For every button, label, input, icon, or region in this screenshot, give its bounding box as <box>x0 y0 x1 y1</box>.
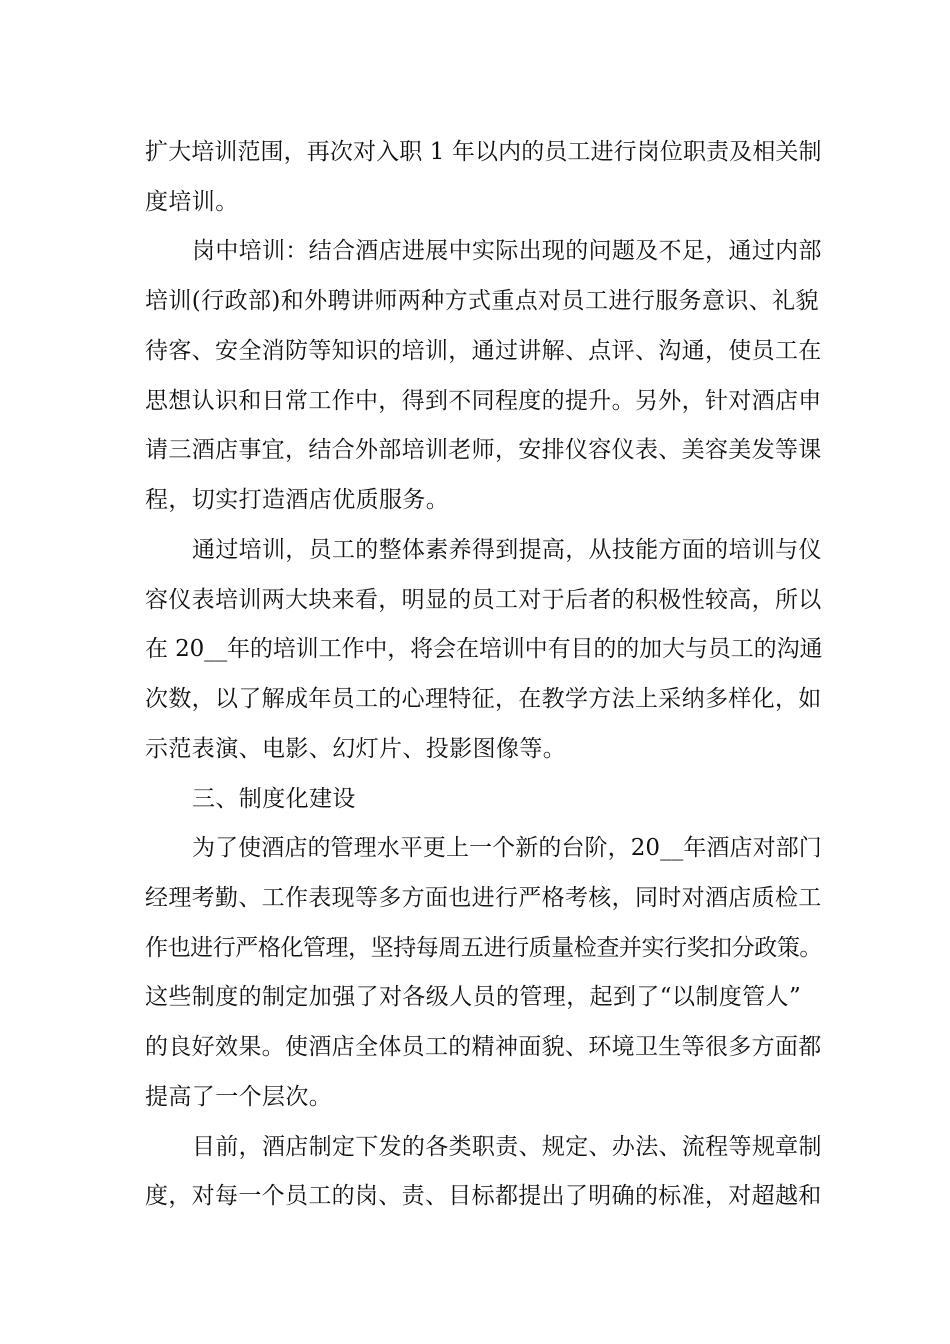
text-line: 的良好效果。使酒店全体员工的精神面貌、环境卫生等很多方面都 <box>145 1034 822 1060</box>
text-line: 作也进行严格化管理，坚持每周五进行质量检查并实行奖扣分政策。 <box>145 935 823 961</box>
text-line: 经理考勤、工作表现等多方面也进行严格考核，同时对酒店质检工 <box>145 885 822 911</box>
text-line: 容仪表培训两大块来看，明显的员工对于后者的积极性较高，所以 <box>145 587 822 613</box>
text-line: 这些制度的制定加强了对各级人员的管理，起到了“以制度管人” <box>145 984 802 1010</box>
paragraph-start-line: 通过培训，员工的整体素养得到提高，从技能方面的培训与仪 <box>192 537 822 563</box>
text-line: 思想认识和日常工作中，得到不同程度的提升。另外，针对酒店申 <box>145 388 822 414</box>
text-line: 请三酒店事宜，结合外部培训老师，安排仪容仪表、美容美发等课 <box>145 437 822 463</box>
text-line: 度培训。 <box>145 189 239 215</box>
text-line: 度，对每一个员工的岗、责、目标都提出了明确的标准，对超越和 <box>145 1183 822 1209</box>
text-line: 程，切实打造酒店优质服务。 <box>145 487 450 513</box>
text-line: 培训(行政部)和外聘讲师两种方式重点对员工进行服务意识、礼貌 <box>145 288 819 314</box>
text-line: 扩大培训范围，再次对入职 1 年以内的员工进行岗位职责及相关制 <box>145 139 822 165</box>
text-line: 示范表演、电影、幻灯片、投影图像等。 <box>145 736 567 762</box>
section-heading: 三、制度化建设 <box>192 786 356 812</box>
text-line: 次数，以了解成年员工的心理特征，在教学方法上采纳多样化，如 <box>145 686 822 712</box>
text-line: 在 20__年的培训工作中，将会在培训中有目的的加大与员工的沟通 <box>145 636 823 662</box>
text-line: 提高了一个层次。 <box>145 1084 333 1110</box>
paragraph-start-line: 为了使酒店的管理水平更上一个新的台阶，20__年酒店对部门 <box>192 835 822 861</box>
text-line: 待客、安全消防等知识的培训，通过讲解、点评、沟通，使员工在 <box>145 338 822 364</box>
paragraph-start-line: 岗中培训：结合酒店进展中实际出现的问题及不足，通过内部 <box>192 238 822 264</box>
paragraph-start-line: 目前，酒店制定下发的各类职责、规定、办法、流程等规章制 <box>192 1134 822 1160</box>
